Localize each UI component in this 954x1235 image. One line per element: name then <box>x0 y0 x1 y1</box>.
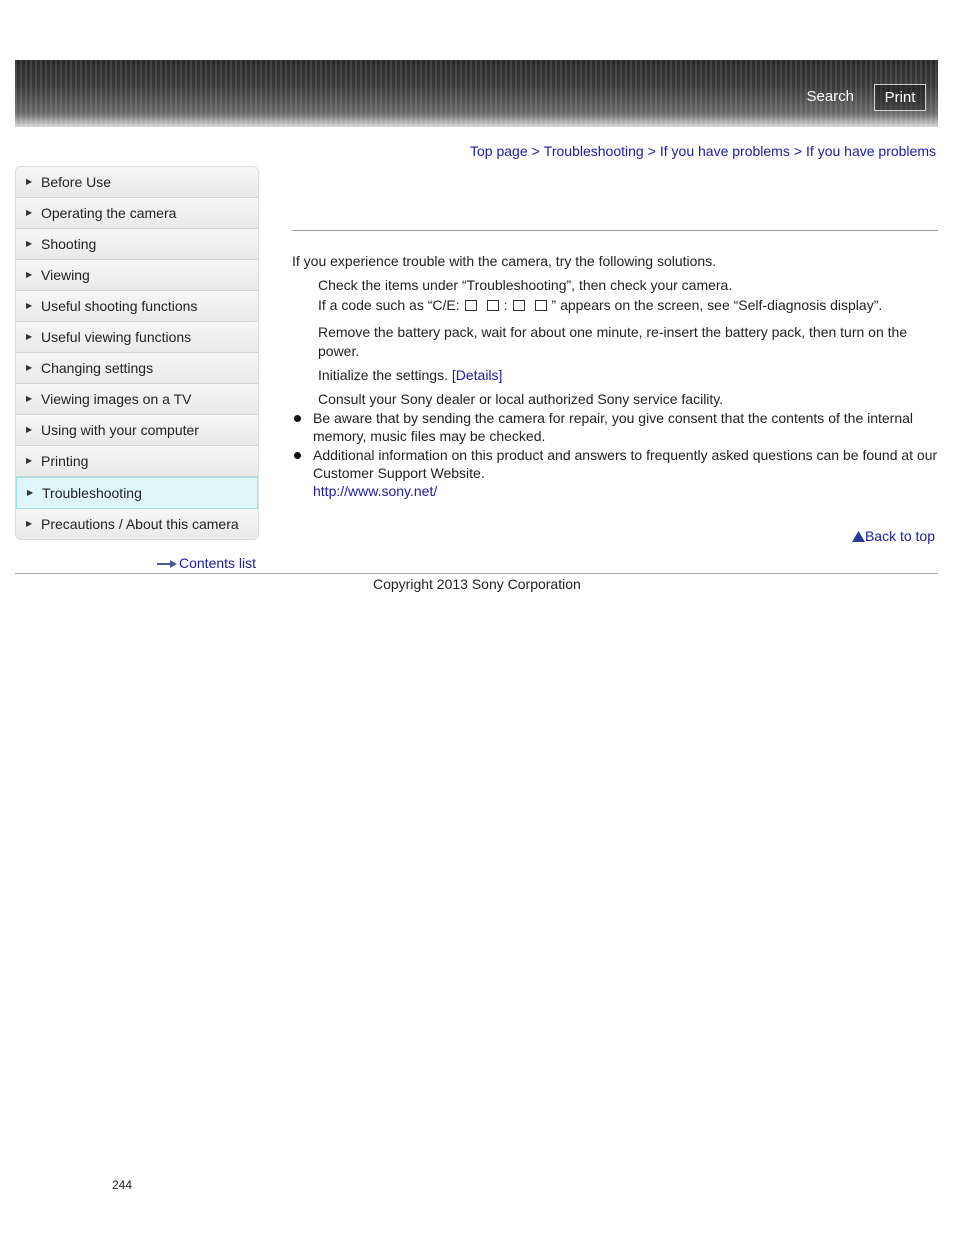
triangle-right-icon: ▶ <box>26 301 33 310</box>
breadcrumb-troubleshooting[interactable]: Troubleshooting <box>543 143 644 159</box>
bullet-text: Additional information on this product and answers to frequently asked questions can be found at our Customer Support Website. <box>313 447 938 481</box>
sidebar-item-label: Shooting <box>41 236 97 252</box>
intro-text: If you experience trouble with the camera, try the following solutions. <box>292 253 717 269</box>
title-divider <box>292 230 938 231</box>
sidebar-item-label: Using with your computer <box>41 422 199 438</box>
back-to-top-link[interactable] <box>852 528 935 544</box>
sidebar-item-troubleshooting[interactable] <box>16 477 258 509</box>
code-placeholder-box <box>535 300 547 311</box>
triangle-right-icon: ▶ <box>26 425 33 434</box>
contents-list-link[interactable] <box>157 555 256 571</box>
sidebar-item-label: Precautions / About this camera <box>41 516 239 532</box>
sidebar-item-label: Troubleshooting <box>42 485 142 501</box>
triangle-right-icon: ▶ <box>26 177 33 186</box>
sidebar-item-label: Printing <box>41 453 89 469</box>
contents-list-label: Contents list <box>179 555 257 571</box>
code-placeholder-box <box>513 300 525 311</box>
step-initialize <box>318 366 933 385</box>
triangle-right-icon: ▶ <box>26 519 33 528</box>
sidebar-item-useful-shooting-functions[interactable] <box>16 291 258 322</box>
triangle-right-icon: ▶ <box>26 332 33 341</box>
bullet-repair-consent <box>313 409 938 445</box>
sidebar-item-operating-the-camera[interactable] <box>16 198 258 229</box>
sidebar-item-before-use[interactable] <box>16 167 258 198</box>
code-placeholder-box <box>465 300 477 311</box>
sidebar-item-precautions[interactable] <box>16 509 258 539</box>
step-error-code-suffix: ” appears on the screen, see “Self-diagnosis display”. <box>551 297 883 313</box>
code-colon: : <box>503 297 508 313</box>
sidebar-item-shooting[interactable] <box>16 229 258 260</box>
bullet-support-website <box>313 446 938 500</box>
copyright-text: Copyright 2013 Sony Corporation <box>373 576 581 592</box>
step-initialize-text: Initialize the settings. <box>318 367 448 383</box>
triangle-right-icon: ▶ <box>26 239 33 248</box>
bullet-icon <box>294 415 301 422</box>
step-remove-battery: Remove the battery pack, wait for about one minute, re-insert the battery pack, then turn on the power. <box>318 324 908 359</box>
triangle-right-icon: ▶ <box>27 488 34 497</box>
sidebar-item-label: Viewing images on a TV <box>41 391 192 407</box>
sidebar-item-useful-viewing-functions[interactable] <box>16 322 258 353</box>
search-link[interactable]: Search <box>806 88 854 105</box>
step-consult-dealer: Consult your Sony dealer or local authorized Sony service facility. <box>318 391 724 407</box>
sidebar-item-changing-settings[interactable] <box>16 353 258 384</box>
step-error-code <box>318 296 933 315</box>
footer-divider <box>15 573 938 574</box>
breadcrumb-separator: > <box>531 143 540 159</box>
code-placeholder-box <box>487 300 499 311</box>
sidebar-item-label: Operating the camera <box>41 205 177 221</box>
arrow-right-icon <box>157 560 177 568</box>
triangle-right-icon: ▶ <box>26 270 33 279</box>
sidebar-nav <box>15 166 259 540</box>
sony-website-link[interactable]: http://www.sony.net/ <box>313 483 438 499</box>
breadcrumb-if-you-have-problems[interactable]: If you have problems <box>659 143 790 159</box>
sidebar-item-label: Before Use <box>41 174 112 190</box>
sidebar-item-label: Changing settings <box>41 360 154 376</box>
details-link[interactable]: [Details] <box>451 367 503 383</box>
triangle-right-icon: ▶ <box>26 394 33 403</box>
triangle-right-icon: ▶ <box>26 456 33 465</box>
triangle-right-icon: ▶ <box>26 208 33 217</box>
sidebar-item-label: Viewing <box>41 267 90 283</box>
sidebar-item-viewing[interactable] <box>16 260 258 291</box>
step-error-code-prefix: If a code such as “C/E: <box>318 297 460 313</box>
breadcrumb-current-page[interactable]: If you have problems <box>806 143 936 159</box>
bullet-icon <box>294 452 301 459</box>
breadcrumb-top-page[interactable]: Top page <box>470 143 528 159</box>
breadcrumb-separator: > <box>647 143 656 159</box>
print-button[interactable]: Print <box>874 84 926 111</box>
triangle-up-icon <box>852 531 865 542</box>
sidebar-item-label: Useful viewing functions <box>41 329 192 345</box>
back-to-top-label: Back to top <box>864 528 935 544</box>
header-banner <box>15 60 938 127</box>
sidebar-item-label: Useful shooting functions <box>41 298 198 314</box>
breadcrumb-separator: > <box>793 143 803 159</box>
page-number: 244 <box>112 1178 133 1192</box>
triangle-right-icon: ▶ <box>26 363 33 372</box>
breadcrumb <box>470 143 936 159</box>
sidebar-item-printing[interactable] <box>16 446 258 477</box>
bullet-text: Be aware that by sending the camera for repair, you give consent that the contents of the internal memory, music files may be checked. <box>313 410 914 444</box>
sidebar-item-using-with-your-computer[interactable] <box>16 415 258 446</box>
sidebar-item-viewing-images-on-a-tv[interactable] <box>16 384 258 415</box>
step-check-troubleshooting: Check the items under “Troubleshooting”, then check your camera. <box>318 277 733 293</box>
